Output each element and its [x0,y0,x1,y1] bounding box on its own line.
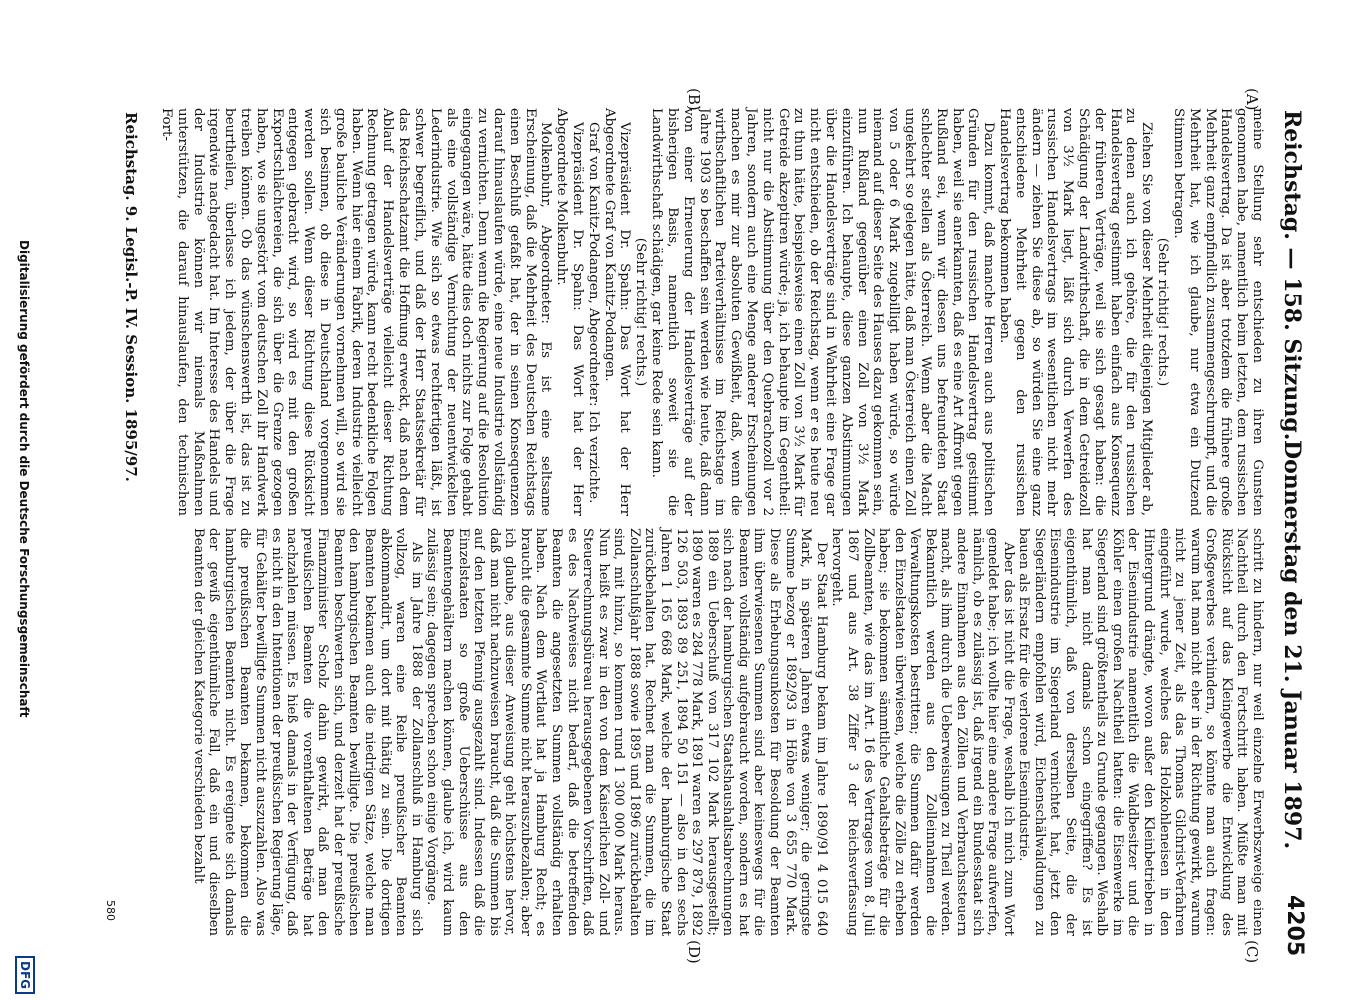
page-header [1275,110,1305,850]
paragraph: Dazu kommt, daß manche Herren auch aus politischen Gründen für den russischen Handelsvertrag gestimmt haben, weil sie anerkannten, daß es eine Art Affront gegen Rußland sei, wenn wir diesen uns befreundeten Staat schlechter stellen als Österreich. Wenn aber die Macht ungekehrt so gelegen hätte, daß man Österreich einen Zoll von 5 oder 6 Mark zugebilligt haben würde, so würde niemand auf dieser Seite des Hauses dazu gekommen sein, nun Rußland gegenüber einen Zoll von 3½ Mark einzuführen. Ich behaupte, diese ganzen Abstimmungen über die Handelsverträge sind in Wahrheit eine Frage gar nicht entschieden, ob der Reichstag, wenn er es heute neu zu thun hätte, beispielsweise einen Zoll von 3½ Mark für Getreide akzeptiren würde; ja, ich behaupte im Gegentheil: nicht nur die Abstimmung über den Quebrachozoll vor 2 Jahren, sondern auch eine Menge anderer Erscheinungen machen es mir zur absoluten Gewißheit, daß, wenn die wirthschaftlichen Parteiverhältnisse im Reichstage im Jahre 1903 so beschaffen sein werden wie heute, daß dann von einer Erneuerung der Handelsverträge auf der bisherigen Basis, namentlich soweit sie die Landwirthschaft schädigen, gar keine Rede sein kann. [649,108,997,516]
signature-mark: 580 [104,900,117,921]
header-date: Donnerstag den 21. Januar 1897. [1279,440,1305,850]
stamp-text: Digitalisierung gefördert durch die Deutsche Forschungsgemeinschaft [17,240,31,718]
margin-marker-b: (B) [685,88,703,111]
margin-marker-d: (D) [685,940,703,964]
speaker-paragraph: Vizepräsident Dr. Spahn: Das Wort hat der Herr Abgeordnete Molkenbuhr. [554,108,586,516]
speaker-paragraph: Vizepräsident Dr. Spahn: Das Wort hat der Herr Abgeordnete Graf von Kanitz-Podangen. [601,108,633,516]
header-left: Reichstag. — 158. Sitzung. [1279,110,1305,441]
text-column-right [190,528,1265,936]
interjection: (Sehr richtig! rechts.) [633,237,649,387]
interjection: (Sehr richtig! rechts.) [1155,237,1171,387]
paragraph: schritt zu hindern, nur weil einzelne Erwerbszweige einen Nachtheil durch den Fortschritt haben. Müßte man mit Rücksicht auf das Kleingewerbe die Entwicklung des Großgewerbes verhindern, so könnte man auch fragen: warum hat man nicht eher in der Richtung gewirkt, warum nicht zu jener Zeit, als das Thomas Gilchrist-Verfahren eingeführt wurde, welches das Holzkohleneisen in den Hintergrund drängte, wovon außer den Kleinbetrieben in der Eisenindustrie namentlich die Waldbesitzer und die Köhler einen großen Nachtheil hatten: die Eisenwerke im Siegerland sind größtentheils zu Grunde gegangen. Weshalb hat man nicht damals schon eingegriffen? Es ist eigenthümlich, daß von derselben Seite, die der Eisenindustrie im Siegerland vernichtet hat, jetzt den Siegerländern empfohlen wird, Eichenschälwaldungen zu bauen als Ersatz für die verlorene Eisenindustrie. [1016,528,1265,936]
digitization-stamp [5,240,35,1000]
paragraph: meine Stellung sehr entschieden zu ihren Gunsten genommen habe, namentlich beim letzten, dem russischen Handelsvertrag. Da ist aber trotzdem die frühere große Mehrheit ganz empfindlich zusammengeschrumpft, und die Mehrheit hat, wie ich glaube, nur etwa ein Dutzend Stimmen betragen. [1170,108,1265,516]
speaker-paragraph: Graf von Kanitz-Podangen, Abgeordneter: Ich verzichte. [585,122,601,504]
paragraph: Der Staat Hamburg bekam im Jahre 1890/91 4 015 640 Mark, in späteren Jahren etwas weniger; die geringste Summe bezog er 1892/93 in Höhe von 3 655 770 Mark. Diese als Erhebungsunkosten für Besoldung der Beamten ihm überwiesenen Summen sind aber keineswegs für die Beamten vollständig aufgebraucht worden, sondern es hat sich nach der hamburgischen Staatshaushaltsabrechnungen 1889 ein Ueberschuß von 317 102 Mark herausgestellt; 1890 waren es 284 778 Mark, 1891 waren es 297 879, 1892 126 503, 1893 89 251, 1894 50 151 — also in den sechs Jahren 1 165 668 Mark, welche der hamburgische Staat zurückbehalten hat. Rechnet man die Summen, die im Zollanschlußjahr 1888 sowie 1895 und 1896 zurückbehalten sind, mit hinzu, so kommen rund 1 300 000 Mark heraus. Nun heißt es zwar in den von dem Kaiserlichen Zoll- und Steuerrechnungsbüreau herausgegebenen Vorschriften, daß es des Nachweises nicht bedarf, daß die betreffenden Beamten die angesetzten Summen vollständig erhalten haben. Nach dem Wortlaut hat ja Hamburg Recht; es braucht die gesammte Summe nicht herauszubezahlen; aber ich glaube, aus dieser Anweisung geht höchstens hervor, daß man nicht nachzuweisen braucht, daß die Summen bis auf den letzten Pfennig ausgezahlt sind. Indessen daß die Einzelstaaten so große Ueberschüsse aus den Beamtengehältern machen können, glaube ich, wird kaum zulässig sein; dagegen sprechen schon einige Vorgänge. [424,528,829,936]
page-number: 4205 [1282,895,1307,957]
margin-marker-c: (C) [1243,940,1261,964]
paragraph: Ziehen Sie von dieser Mehrheit diejenigen Mitglieder ab, zu denen auch ich gehöre, die für den russischen Handelsvertrag gestimmt haben einfach aus Konsequenz der früheren Verträge, weil sie sich gesagt haben: die Schädigung der Landwirthschaft, die in dem Getreidezoll von 3½ Mark liegt, läßt sich durch Verwerfen des russischen Handelsvertrags im wesentlichen nicht mehr ändern — ziehen Sie diese ab, so würden Sie eine ganz entschiedene Mehrheit gegen den russischen Handelsvertrag bekommen haben. [997,108,1155,516]
dfg-logo-icon: DFG [15,956,35,994]
paragraph: Als im Jahre 1888 der Zollanschluß in Hamburg sich vollzog, waren eine Reihe preußischer Beamten abkommandirt, um dort mit thätig zu sein. Die dortigen Beamten bekamen auch die niedrigen Sätze, welche man den hamburgischen Beamten bewilligte. Die preußischen Beamten beschwerten sich, und derzeit hat der preußische Finanzminister Scholz dahin gewirkt, daß man den preußischen Beamten die vorenthaltenen Beträge hat nachzahlen müssen. Es hieß damals in der Verfügung, daß es nicht in den Intentionen der preußischen Regierung läge, für Gehälter bewilligte Summen nicht auszuzahlen. Also was die preußischen Beamten bekamen, bekommen die hamburgischen Beamten nicht. Es ereignete sich damals der gewiß eigenthümliche Fall, daß ein und dieselben Beamten der gleichen Kategorie verschieden bezahlt [190,528,424,936]
paragraph: Aber das ist nicht die Frage, weshalb ich mich zum Wort gemeldet habe; ich wollte hier eine andere Frage aufwerfen, nämlich, ob es zulässig ist, daß irgend ein Bundesstaat sich andere Einnahmen aus den Zöllen und Verbrauchssteuern macht, als ihm durch die Ueberweisungen zu Theil werden. Bekanntlich werden aus den Zolleinnahmen die Verwaltungskosten bestritten; die Summen dafür werden den Einzelstaaten überwiesen, welche die Zölle zu erheben haben; sie bekommen sämmtliche Gehaltsbeträge für die Zollbeamten, wie das im Art. 16 des Vertrages vom 8. Juli 1867 und aus Art. 38 Ziffer 3 der Reichsverfassung hervorgeht. [829,528,1016,936]
page-footer: Reichstag. 9. Legisl.-P. IV. Session. 1895/97. [122,112,140,482]
margin-marker-a: (A) [1243,88,1261,111]
speaker-paragraph: Molkenbuhr, Abgeordneter: Es ist eine seltsame Erscheinung, daß die Mehrheit des Deutschen Reichstags einen Beschluß gefaßt hat, der in seinen Konsequenzen darauf hinauslaufen würde, eine neue Industrie vollständig zu vernichten. Denn wenn die Regierung auf die Resolution eingegangen wäre, hätte dies doch nichts zur Folge gehabt als eine vollständige Vernichtung der neuentwickelten Lederindustrie. Wie sich so etwas rechtfertigen läßt, ist schwer begreiflich, und daß der Herr Staatssekretär für das Reichsschatzamt die Hoffnung erweckt, daß nach dem Ablauf der Handelsverträge vielleicht dieser Richtung Rechnung getragen würde, kann recht bedenkliche Folgen haben. Wenn hier einem Fabrik, deren Industrie vielleicht große bauliche Veränderungen vornehmen will, so wird sie sich besinnen, ob diese in Deutschland vorgenommen werden sollen. Wenn dieser Richtung diese Rücksicht entgegen gebracht wird, so wird es mit den großen Exportschlächtereien, die sich über die Grenze gezogen haben, wo sie ungestört vom deutschen Zoll ihr Handwerk treiben können. Ob das wünschenswerth ist, das ist zu beurtheilen, überlasse ich jedem, der über die Frage irgendwie nachgedacht hat. Im Interesse des Handels und der Industrie können wir niemals Maßnahmen unterstützen, die darauf hinauslaufen, den technischen Fort- [158,108,554,516]
text-column-left [158,108,1265,516]
